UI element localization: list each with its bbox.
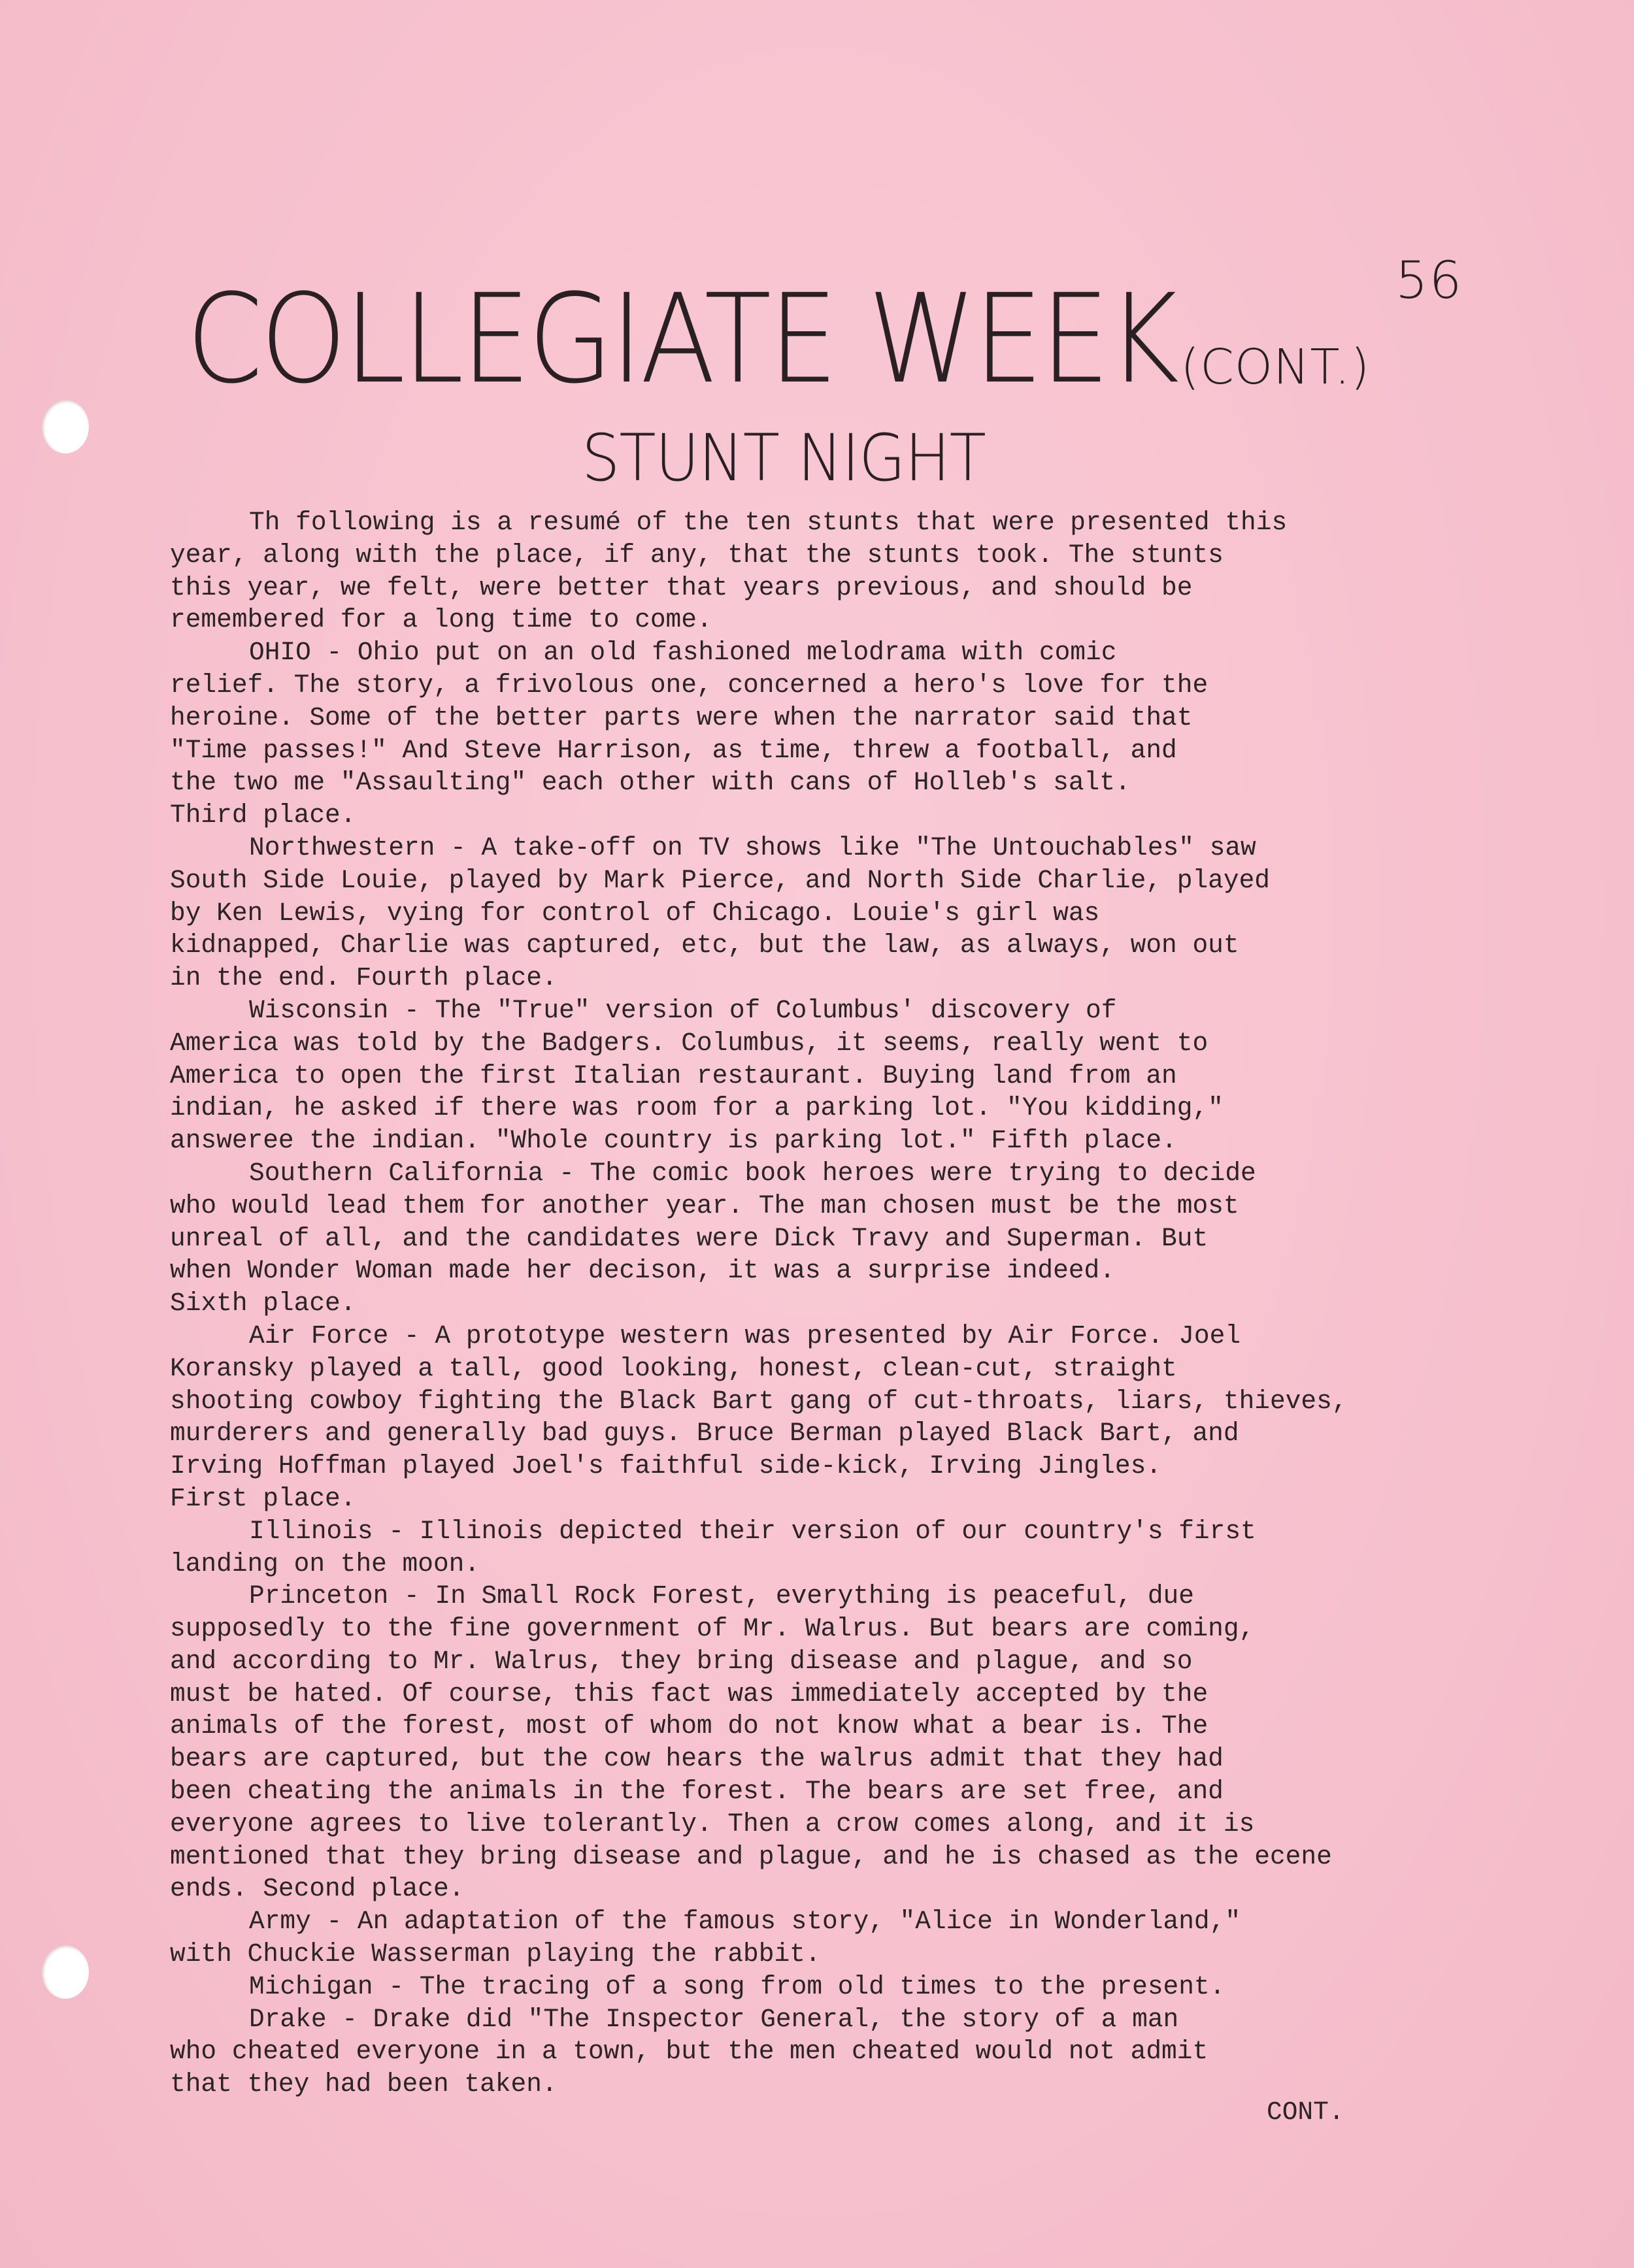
title-suffix: (CONT.) — [1180, 339, 1371, 395]
text-line: OHIO - Ohio put on an old fashioned melodrama with comic — [249, 638, 1117, 668]
text-line: animals of the forest, most of whom do not know what a bear is. The — [170, 1711, 1209, 1741]
page-title — [186, 267, 1371, 411]
text-line: America to open the first Italian restaurant. Buying land from an — [170, 1060, 1177, 1091]
text-line: who would lead them for another year. The man chosen must be the most — [170, 1191, 1239, 1221]
text-line: answeree the indian. "Whole country is parking lot." Fifth place. — [170, 1126, 1177, 1156]
text-line: Irving Hoffman played Joel's faithful side-kick, Irving Jingles. — [170, 1451, 1162, 1481]
page-number: 56 — [1395, 252, 1463, 310]
text-line: shooting cowboy fighting the Black Bart gang of cut-throats, liars, thieves, — [170, 1386, 1348, 1416]
text-line: First place. — [170, 1483, 356, 1513]
text-line: Northwestern - A take-off on TV shows like "The Untouchables" saw — [249, 832, 1256, 863]
text-line: heroine. Some of the better parts were when the narrator said that — [170, 702, 1193, 732]
text-line: Wisconsin - The "True" version of Columbus' discovery of — [249, 995, 1117, 1025]
text-line: by Ken Lewis, vying for control of Chicago. Louie's girl was — [170, 898, 1100, 928]
text-line: remembered for a long time to come. — [170, 605, 712, 635]
text-line: "Time passes!" And Steve Harrison, as time, threw a football, and — [170, 735, 1177, 765]
text-line: bears are captured, but the cow hears the walrus admit that they had — [170, 1744, 1224, 1774]
text-line: Drake - Drake did "The Inspector General, the story of a man — [249, 2004, 1179, 2034]
text-line: Army - An adaptation of the famous story, "Alice in Wonderland," — [249, 1907, 1241, 1937]
text-line: indian, he asked if there was room for a parking lot. "You kidding," — [170, 1093, 1224, 1123]
text-line: mentioned that they bring disease and plague, and he is chased as the ecene — [170, 1841, 1332, 1871]
text-line: Sixth place. — [170, 1289, 356, 1319]
text-line: South Side Louie, played by Mark Pierce, and North Side Charlie, played — [170, 865, 1270, 895]
text-line: kidnapped, Charlie was captured, etc, but the law, as always, won out — [170, 930, 1239, 961]
text-line: Air Force - A prototype western was presented by Air Force. Joel — [249, 1321, 1241, 1351]
text-line: unreal of all, and the candidates were Dick Travy and Superman. But — [170, 1223, 1209, 1253]
text-line: Koransky played a tall, good looking, honest, clean-cut, straight — [170, 1353, 1177, 1383]
continued-label: CONT. — [1267, 2097, 1344, 2127]
text-line: when Wonder Woman made her decison, it was a surprise indeed. — [170, 1256, 1115, 1286]
text-line: Th following is a resumé of the ten stunts that were presented this — [249, 508, 1288, 537]
text-line: and according to Mr. Walrus, they bring disease and plague, and so — [170, 1646, 1193, 1676]
text-line: Illinois - Illinois depicted their version of our country's first — [249, 1516, 1256, 1546]
text-line: supposedly to the fine government of Mr. Walrus. But bears are coming, — [170, 1614, 1255, 1644]
text-line: landing on the moon. — [170, 1549, 480, 1579]
text-line: with Chuckie Wasserman playing the rabbit. — [170, 1939, 821, 1969]
title-main: COLLEGIATE WEEK — [186, 267, 1177, 411]
section-subtitle: STUNT NIGHT — [582, 420, 986, 496]
text-line: Third place. — [170, 800, 356, 830]
text-line: Michigan - The tracing of a song from old times to the present. — [249, 1971, 1226, 2001]
text-line: the two me "Assaulting" each other with cans of Holleb's salt. — [170, 768, 1131, 798]
text-line: Princeton - In Small Rock Forest, everything is peaceful, due — [249, 1581, 1194, 1611]
punch-hole-top — [42, 400, 89, 453]
text-line: America was told by the Badgers. Columbus, it seems, really went to — [170, 1028, 1209, 1058]
text-line: who cheated everyone in a town, but the men cheated would not admit — [170, 2037, 1209, 2067]
text-line: that they had been taken. — [170, 2069, 558, 2099]
text-line: ends. Second place. — [170, 1874, 465, 1904]
text-line: everyone agrees to live tolerantly. Then a crow comes along, and it is — [170, 1809, 1255, 1839]
text-line: Southern California - The comic book heroes were trying to decide — [249, 1158, 1256, 1188]
text-line: relief. The story, a frivolous one, concerned a hero's love for the — [170, 670, 1209, 700]
text-line: murderers and generally bad guys. Bruce Berman played Black Bart, and — [170, 1419, 1239, 1449]
text-line: this year, we felt, were better that years previous, and should be — [170, 572, 1193, 602]
text-line: year, along with the place, if any, that the stunts took. The stunts — [170, 540, 1224, 570]
text-line: must be hated. Of course, this fact was immediately accepted by the — [170, 1679, 1209, 1709]
body-text — [170, 506, 1438, 2101]
punch-hole-bottom — [42, 1945, 89, 1999]
text-line: in the end. Fourth place. — [170, 963, 558, 993]
text-line: been cheating the animals in the forest. The bears are set free, and — [170, 1777, 1224, 1807]
